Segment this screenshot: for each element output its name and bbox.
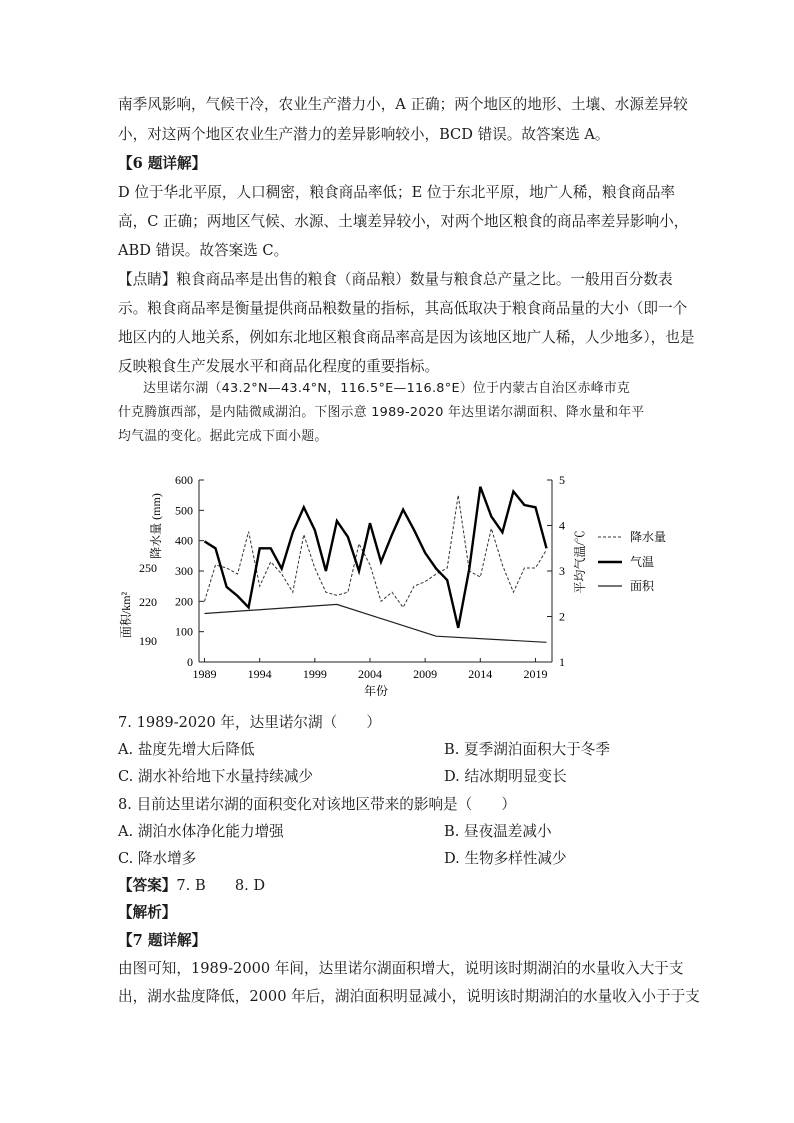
precip-tick-label: 500 <box>175 503 193 518</box>
precip-tick-label: 100 <box>175 624 193 639</box>
area-tick-label: 250 <box>139 561 157 575</box>
answer-line <box>118 874 265 895</box>
q7-detail-heading: 【7 题详解】 <box>118 932 207 949</box>
series-area-line <box>205 604 547 642</box>
q7-detail-line: 出，湖水盐度降低，2000 年后，湖泊面积明显减小，说明该时期湖泊的水量收入小于于支 <box>118 988 700 1005</box>
precip-tick-label: 300 <box>175 564 193 578</box>
q7-option-b: B. 夏季湖泊面积大于冬季 <box>444 741 610 758</box>
precip-tick-label: 200 <box>175 594 193 609</box>
area-tick-label: 190 <box>139 634 157 648</box>
text-line: 高，C 正确；两地区气候、水源、土壤差异较小，对两个地区粮食的商品率差异影响小， <box>118 213 689 230</box>
q8-option-d: D. 生物多样性减少 <box>444 850 567 867</box>
analysis-heading: 【解析】 <box>118 904 177 921</box>
answer-label: 【答案】 <box>118 877 177 894</box>
precip-axis-title: 降水量 (mm) <box>149 493 163 559</box>
q7-option-a: A. 盐度先增大后降低 <box>118 741 255 758</box>
x-tick-label: 2004 <box>357 667 382 681</box>
temp-tick-label: 5 <box>559 473 565 487</box>
x-tick-label: 1999 <box>302 667 327 681</box>
text-line: 反映粮食生产发展水平和商品化程度的重要指标。 <box>118 358 440 375</box>
answer-text: 7. B 8. D <box>176 877 266 894</box>
temp-tick-label: 4 <box>559 518 565 533</box>
legend-label: 面积 <box>630 579 655 593</box>
legend-label: 降水量 <box>630 530 667 544</box>
series-precipitation-line <box>205 495 547 607</box>
temp-tick-label: 1 <box>559 655 565 669</box>
precip-tick-label: 400 <box>175 533 193 548</box>
x-tick-label: 2019 <box>523 667 548 681</box>
legend-label: 气温 <box>630 555 655 569</box>
lake-chart <box>0 460 794 720</box>
q7-option-c: C. 湖水补给地下水量持续减少 <box>118 768 314 785</box>
x-axis-title: 年份 <box>363 684 389 698</box>
passage-line: 什克腾旗西部，是内陆微咸湖泊。下图示意 1989-2020 年达里诺尔湖面积、降水量和年平 <box>118 405 645 420</box>
area-axis-title: 面积/km² <box>119 591 133 639</box>
temp-axis-title: 平均气温/℃ <box>573 530 587 594</box>
text-line: 南季风影响，气候干冷，农业生产潜力小，A 正确；两个地区的地形、土壤、水源差异较 <box>118 96 688 113</box>
q7-option-d: D. 结冰期明显变长 <box>444 768 567 785</box>
x-tick-label: 1994 <box>247 667 272 681</box>
x-tick-label: 2009 <box>413 667 438 681</box>
passage-line: 均气温的变化。据此完成下面小题。 <box>118 429 328 444</box>
question-8-stem: 8. 目前达里诺尔湖的面积变化对该地区带来的影响是（ ） <box>118 796 517 813</box>
text-line: ABD 错误。故答案选 C。 <box>118 242 289 259</box>
question-7-stem: 7. 1989-2020 年，达里诺尔湖（ ） <box>118 714 381 731</box>
precip-tick-label: 0 <box>187 655 193 669</box>
precip-tick-label: 600 <box>175 473 193 487</box>
text-line: D 位于华北平原，人口稠密，粮食商品率低；E 位于东北平原，地广人稀，粮食商品率 <box>118 184 676 201</box>
text-line: 示。粮食商品率是衡量提供商品粮数量的指标，其高低取决于粮食商品量的大小（即一个 <box>118 300 688 317</box>
q8-option-a: A. 湖泊水体净化能力增强 <box>118 823 284 840</box>
x-tick-label: 1989 <box>192 667 217 681</box>
passage-line: 达里诺尔湖（43.2°N—43.4°N，116.5°E—116.8°E）位于内蒙古自治区赤峰市克 <box>143 381 631 396</box>
series-temperature-line <box>205 487 547 628</box>
temp-tick-label: 2 <box>559 609 565 624</box>
text-line: 小，对这两个地区农业生产潜力的差异影响较小，BCD 错误。故答案选 A。 <box>118 126 610 143</box>
x-tick-label: 2014 <box>468 667 493 681</box>
area-tick-label: 220 <box>139 595 157 609</box>
q7-detail-line: 由图可知，1989-2000 年间，达里诺尔湖面积增大，说明该时期湖泊的水量收入大于支 <box>118 960 684 977</box>
temp-tick-label: 3 <box>559 564 565 578</box>
q8-option-b: B. 昼夜温差减小 <box>444 823 552 840</box>
text-line: 地区内的人地关系，例如东北地区粮食商品率高是因为该地区地广人稀，人少地多），也是 <box>118 329 695 346</box>
section-heading-q6: 【6 题详解】 <box>118 155 207 172</box>
q8-option-c: C. 降水增多 <box>118 850 197 867</box>
tip-paragraph: 【点睛】粮食商品率是出售的粮食（商品粮）数量与粮食总产量之比。一般用百分数表 <box>118 271 673 288</box>
